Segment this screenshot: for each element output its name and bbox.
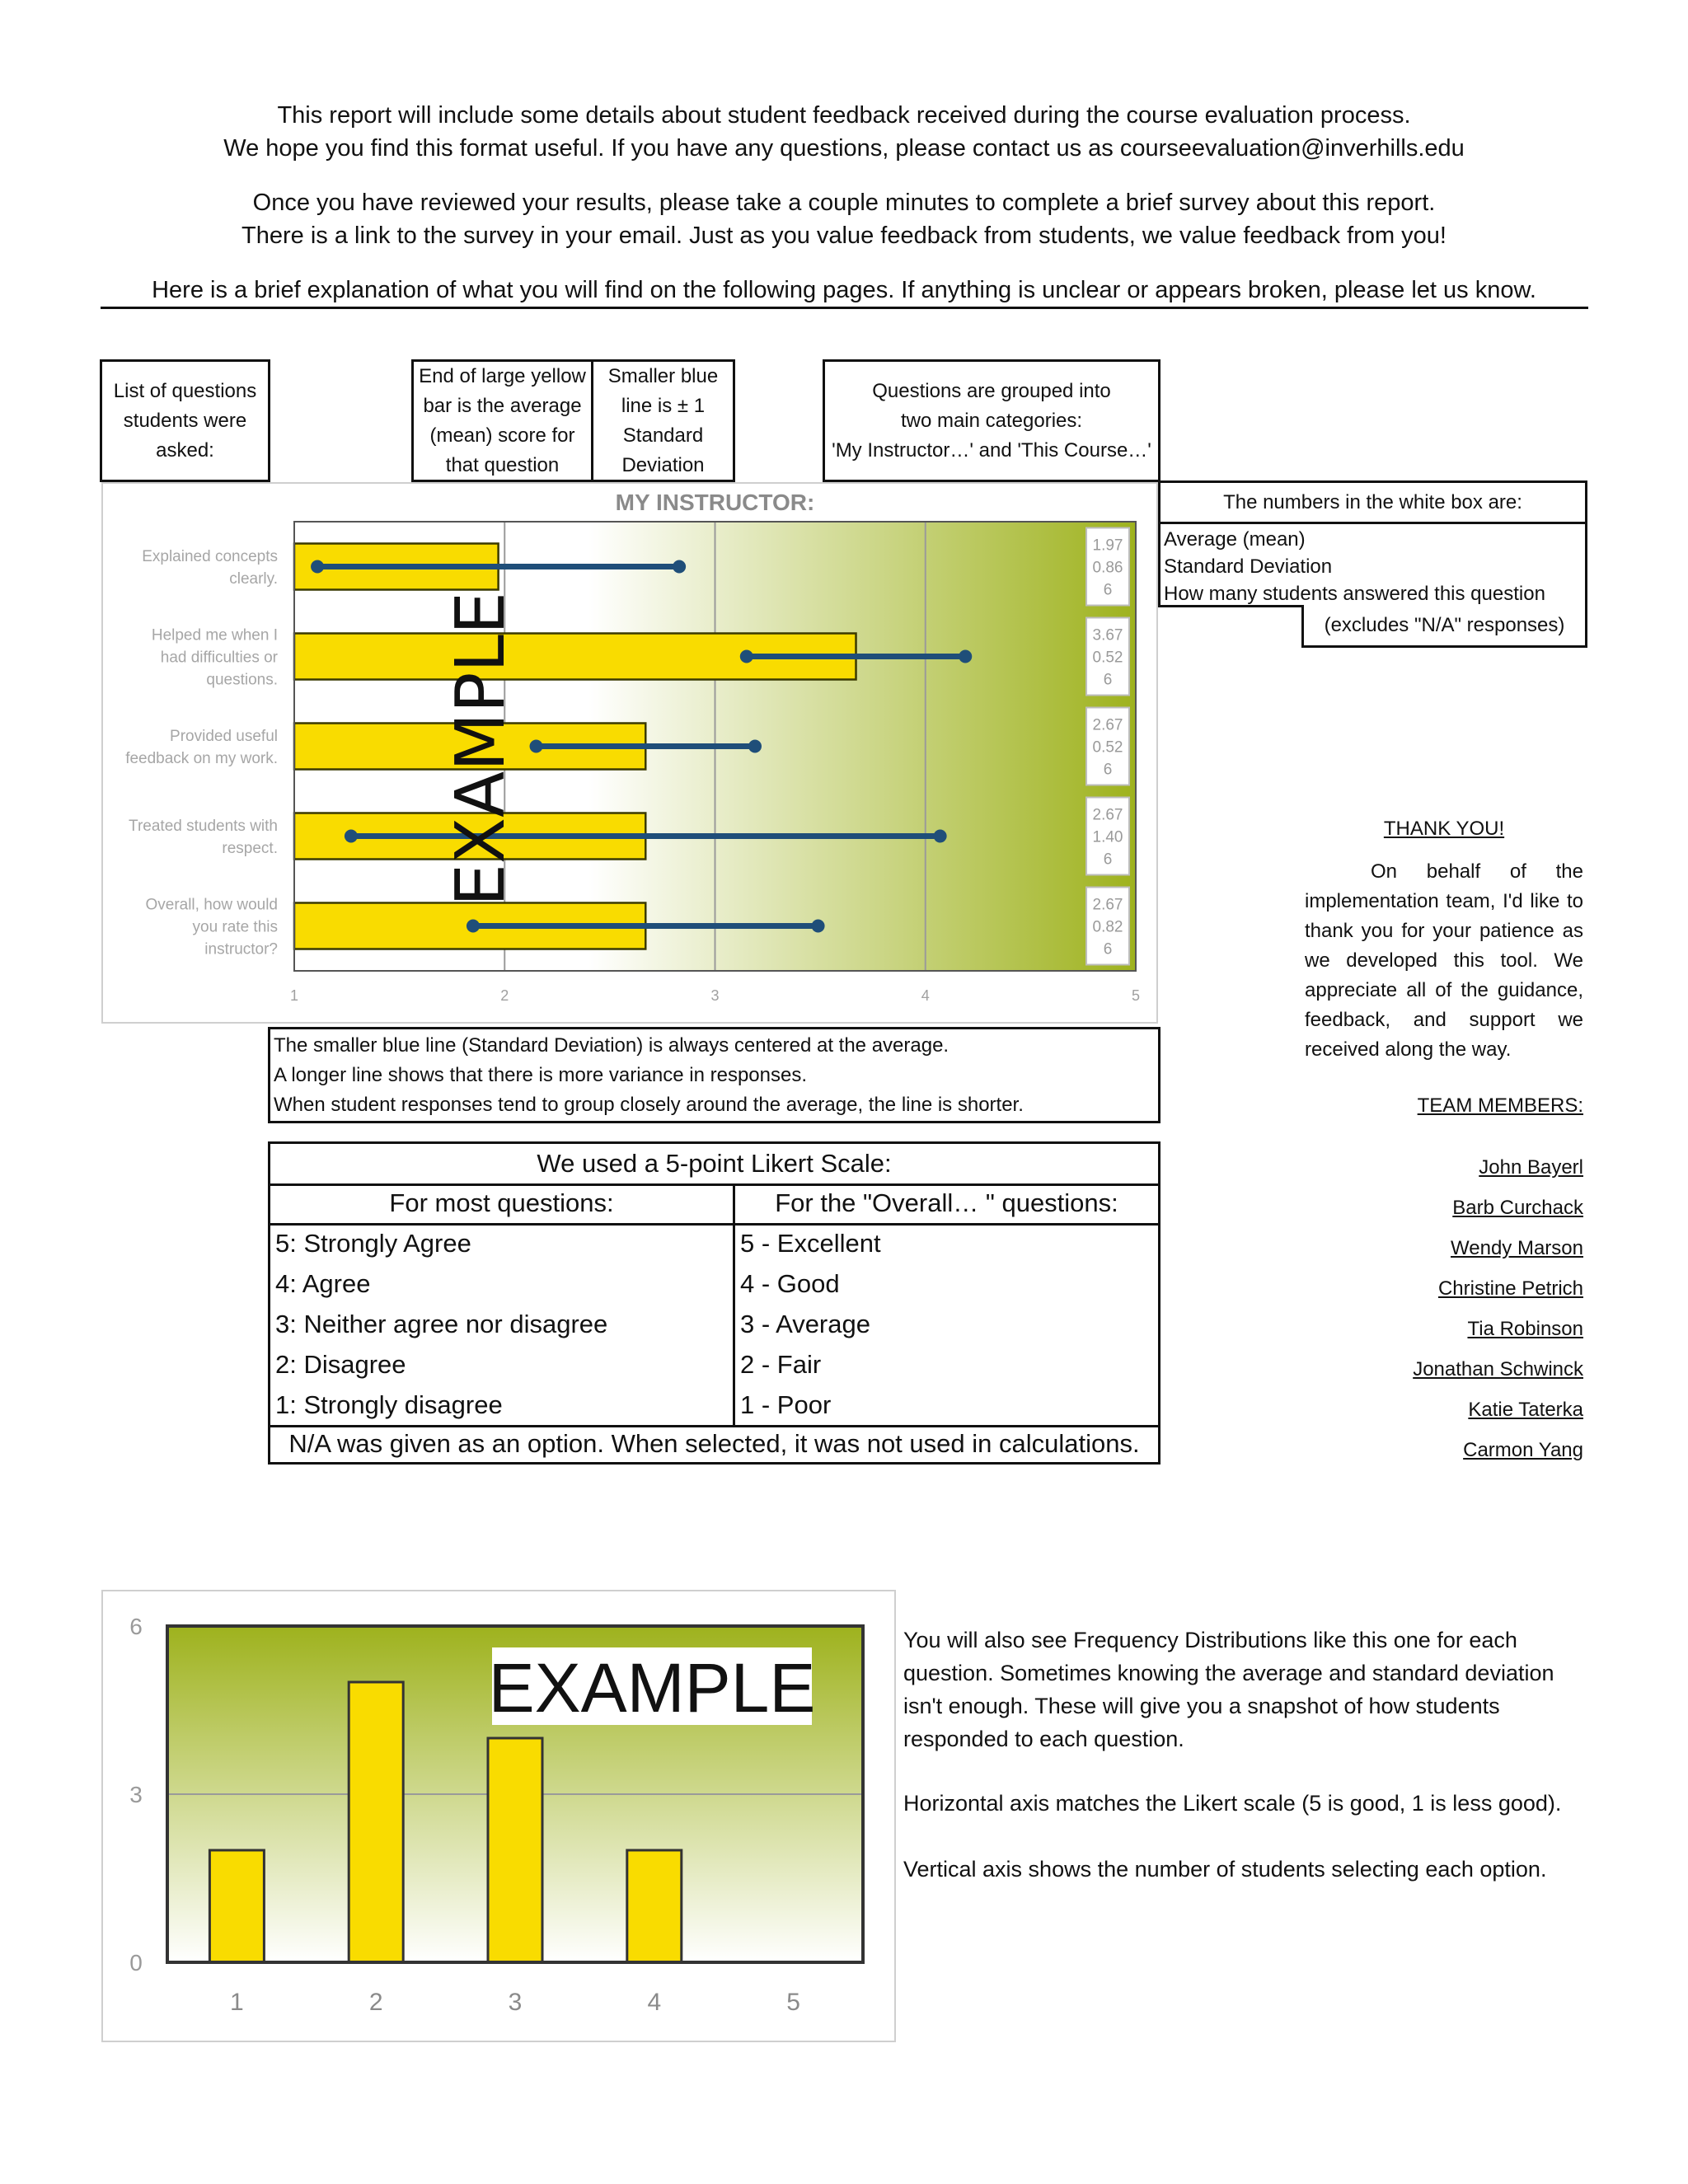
sd-line-end <box>467 920 480 933</box>
team-member: Jonathan Schwinck <box>1413 1358 1583 1380</box>
likert-col1-item: 4: Agree <box>275 1269 371 1298</box>
callout-questions-text: List of questions students were asked: <box>113 379 257 462</box>
callout-white-box-list <box>1158 522 1587 607</box>
team-member: Tia Robinson <box>1467 1318 1583 1340</box>
frequency-bar <box>209 1850 264 1962</box>
sd-line-end <box>934 830 947 843</box>
sd-value-label: 1.40 <box>1092 828 1123 846</box>
likert-col2-item: 2 - Fair <box>740 1350 822 1379</box>
callout-blue-line-text: Smaller blue line is ± 1 Standard Deviation <box>607 364 719 476</box>
mean-value-label: 3.67 <box>1092 626 1123 644</box>
likert-header-row <box>270 1183 1158 1226</box>
frequency-bar <box>488 1738 542 1962</box>
x-tick-label: 2 <box>368 1989 383 2016</box>
x-tick-label: 5 <box>786 1989 800 2016</box>
likert-footer-text: N/A was given as an option. When selected, it was not used in calculations. <box>288 1428 1140 1458</box>
sd-value-label: 0.82 <box>1092 918 1123 936</box>
mean-value-label: 2.67 <box>1092 896 1123 914</box>
n-value-label: 6 <box>1103 940 1113 958</box>
white-box-note-text: (excludes "N/A" responses) <box>1324 613 1565 636</box>
sd-value-label: 0.86 <box>1092 559 1123 577</box>
mean-value-label: 1.97 <box>1092 537 1123 555</box>
intro-line-1: This report will include some details about student feedback received during the course evaluation process. <box>277 102 1411 129</box>
callout-white-box-title-text: The numbers in the white box are: <box>1223 490 1522 513</box>
white-box-item-count: How many students answered this question <box>1164 583 1545 605</box>
frequency-chart <box>103 1591 894 2041</box>
callout-sd-note <box>268 1027 1160 1123</box>
n-value-label: 6 <box>1103 581 1113 599</box>
callout-yellow-bar <box>411 359 593 482</box>
likert-col1-header: For most questions: <box>270 1183 735 1223</box>
category-label: Helped me when I had difficulties or questions. <box>151 626 278 689</box>
likert-col2-item: 5 - Excellent <box>740 1229 881 1258</box>
sd-line-end <box>673 560 686 574</box>
instructor-chart-panel <box>101 482 1158 1024</box>
x-tick-label: 2 <box>500 987 509 1004</box>
x-tick-label: 4 <box>647 1989 662 2016</box>
y-tick-label: 0 <box>129 1950 143 1975</box>
category-label: Treated students with respect. <box>129 818 278 857</box>
sd-line-end <box>311 560 324 574</box>
callout-yellow-bar-text: End of large yellow bar is the average (mean) score for that question <box>419 364 586 476</box>
team-member: Katie Taterka <box>1468 1399 1583 1421</box>
mean-value-label: 2.67 <box>1092 806 1123 824</box>
white-box-item-mean: Average (mean) <box>1164 528 1306 551</box>
thanks-title: THANK YOU! <box>1383 818 1505 840</box>
callout-categories-text-1: Questions are grouped into two main categories: <box>872 379 1111 432</box>
likert-col1-item: 3: Neither agree nor disagree <box>275 1310 608 1338</box>
frequency-bar <box>349 1682 403 1962</box>
likert-body <box>270 1223 1158 1427</box>
frequency-chart-panel <box>101 1590 896 2042</box>
team-member: John Bayerl <box>1479 1156 1583 1179</box>
likert-col1 <box>270 1223 735 1425</box>
x-tick-label: 5 <box>1131 987 1141 1004</box>
intro-divider <box>101 307 1588 309</box>
mean-value-label: 2.67 <box>1092 716 1123 734</box>
sd-line-end <box>812 920 825 933</box>
x-tick-label: 3 <box>508 1989 523 2016</box>
sd-note-line-1: The smaller blue line (Standard Deviation) is always centered at the average. <box>274 1034 950 1057</box>
x-tick-label: 3 <box>710 987 720 1004</box>
likert-col1-item: 1: Strongly disagree <box>275 1390 503 1419</box>
sd-line-end <box>740 650 753 663</box>
sd-line-end <box>748 740 762 753</box>
likert-col1-item: 5: Strongly Agree <box>275 1229 471 1258</box>
sd-line-end <box>345 830 358 843</box>
thanks-body: On behalf of the implementation team, I'd like to thank you for your patience as we developed this tool. We appreciate all of the guidance, feedback, and support we received along the way. <box>1305 860 1583 1061</box>
likert-col2-header: For the "Overall… " questions: <box>775 1188 1118 1217</box>
example-watermark: EXAMPLE <box>488 1649 816 1727</box>
frequency-bar <box>627 1850 682 1962</box>
callout-white-box-note <box>1301 605 1587 648</box>
example-watermark: EXAMPLE <box>442 592 520 907</box>
likert-col1-item: 2: Disagree <box>275 1350 406 1379</box>
sd-value-label: 0.52 <box>1092 738 1123 757</box>
likert-col2 <box>735 1223 1158 1425</box>
intro-line-5: Here is a brief explanation of what you will find on the following pages. If anything is unclear or appears broken, please let us know. <box>152 277 1536 303</box>
callout-white-box-title <box>1158 480 1587 524</box>
callout-questions <box>100 359 270 482</box>
n-value-label: 6 <box>1103 671 1113 689</box>
white-box-item-sd: Standard Deviation <box>1164 555 1333 578</box>
team-member: Wendy Marson <box>1451 1237 1583 1259</box>
sd-line-end <box>530 740 543 753</box>
n-value-label: 6 <box>1103 851 1113 869</box>
sd-value-label: 0.52 <box>1092 649 1123 667</box>
team-member: Carmon Yang <box>1463 1439 1583 1461</box>
sd-line-end <box>959 650 972 663</box>
chart-title: MY INSTRUCTOR: <box>615 490 815 515</box>
likert-table <box>268 1141 1160 1465</box>
x-tick-label: 4 <box>921 987 930 1004</box>
likert-col2-item: 4 - Good <box>740 1269 840 1298</box>
sd-note-line-3: When student responses tend to group closely around the average, the line is shorter. <box>274 1094 1024 1116</box>
team-member: Christine Petrich <box>1437 1277 1583 1300</box>
callout-categories-text-2: 'My Instructor…' and 'This Course…' <box>832 438 1151 462</box>
n-value-label: 6 <box>1103 761 1113 779</box>
team-member: Barb Curchack <box>1452 1197 1583 1219</box>
intro-line-3: Once you have reviewed your results, please take a couple minutes to complete a brief survey about this report. <box>252 190 1436 216</box>
freq-text-2: Horizontal axis matches the Likert scale (5 is good, 1 is less good). <box>903 1791 1562 1816</box>
y-tick-label: 3 <box>129 1782 143 1807</box>
category-label: Explained concepts clearly. <box>142 548 278 588</box>
category-label: Overall, how would you rate this instructor? <box>145 896 278 958</box>
freq-text-3: Vertical axis shows the number of students selecting each option. <box>903 1857 1547 1882</box>
callout-blue-line <box>591 359 735 482</box>
instructor-chart <box>103 484 1156 1022</box>
likert-col2-item: 1 - Poor <box>740 1390 832 1419</box>
team-title: TEAM MEMBERS: <box>1417 1094 1583 1117</box>
team-members-list <box>1305 1147 1583 1470</box>
x-tick-label: 1 <box>230 1989 244 2016</box>
category-label: Provided useful feedback on my work. <box>125 728 278 767</box>
freq-text-1: You will also see Frequency Distributions like this one for each question. Sometimes knowing the average and standard deviation isn't enough. These will give you a snapshot of how students responded to each question. <box>903 1628 1554 1751</box>
y-tick-label: 6 <box>129 1614 143 1639</box>
x-tick-label: 1 <box>289 987 299 1004</box>
callout-categories <box>823 359 1160 482</box>
intro-line-2: We hope you find this format useful. If you have any questions, please contact us as courseevaluation@inverhills.edu <box>223 135 1465 162</box>
likert-title <box>270 1144 1158 1186</box>
intro-line-4: There is a link to the survey in your email. Just as you value feedback from students, we value feedback from you! <box>241 223 1447 249</box>
sd-note-line-2: A longer line shows that there is more variance in responses. <box>274 1064 808 1086</box>
likert-footer <box>270 1425 1158 1462</box>
likert-col2-item: 3 - Average <box>740 1310 870 1338</box>
likert-title-text: We used a 5-point Likert Scale: <box>537 1149 892 1178</box>
